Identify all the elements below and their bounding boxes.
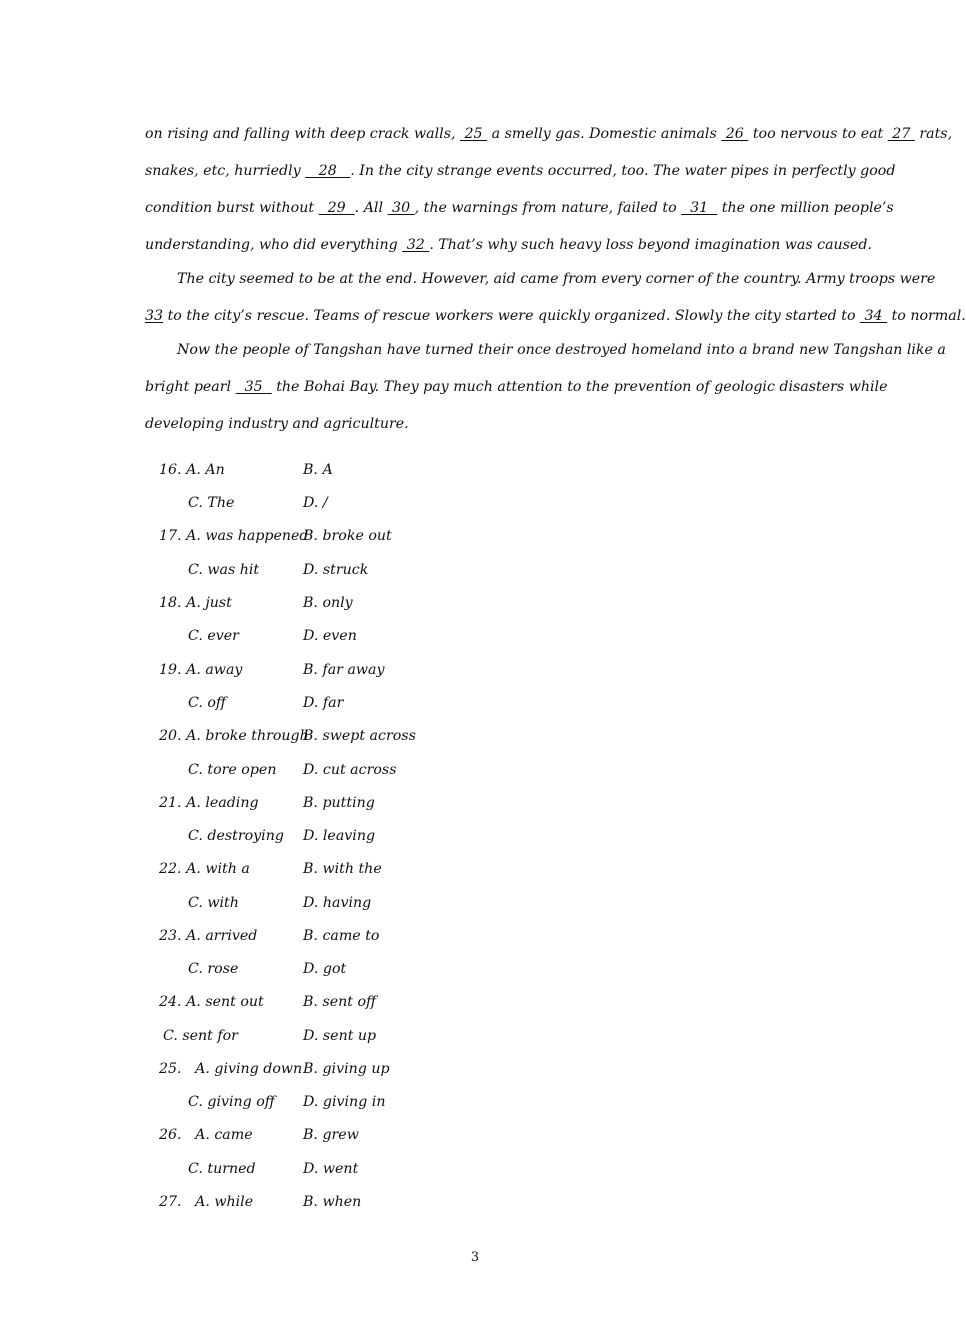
passage-text: condition burst without [145, 200, 319, 216]
passage-text: understanding, who did everything [145, 237, 403, 253]
passage-text: on rising and falling with deep crack walls, [145, 126, 461, 142]
option-a: 21. A. leading [159, 795, 259, 811]
option-a: 18. A. just [159, 595, 232, 611]
passage-text: to the city’s rescue. Teams of rescue workers were quickly organized. Slowly the city started to [163, 308, 860, 324]
option-c: C. with [188, 895, 239, 911]
blank-26: 26 [721, 126, 749, 142]
option-b: B. giving up [303, 1061, 390, 1077]
option-a: 26. A. came [159, 1127, 253, 1143]
option-d: D. got [303, 961, 347, 977]
passage-text: Now the people of Tangshan have turned their once destroyed homeland into a brand new Tangshan like a [177, 342, 946, 358]
option-a: 27. A. while [159, 1194, 254, 1210]
option-a: 25. A. giving down [159, 1061, 303, 1077]
passage-line [177, 342, 946, 358]
blank-32: 32 [402, 237, 430, 253]
passage-text: rats, [914, 126, 953, 142]
passage-text: , the warnings from nature, failed to [414, 200, 682, 216]
option-b: B. swept across [303, 728, 416, 744]
passage-text: bright pearl [145, 379, 236, 395]
option-c: C. destroying [188, 828, 284, 844]
passage-line [145, 200, 894, 216]
blank-35: 35 [235, 379, 272, 395]
option-a: 16. A. An [159, 462, 225, 478]
option-d: D. sent up [303, 1028, 377, 1044]
passage-text: a smelly gas. Domestic animals [487, 126, 722, 142]
option-c: C. giving off [188, 1094, 275, 1110]
option-c: C. ever [188, 628, 239, 644]
option-d: D. even [303, 628, 357, 644]
option-d: D. having [303, 895, 372, 911]
passage-line [145, 126, 953, 142]
option-c: C. off [188, 695, 226, 711]
passage-text: too nervous to eat [748, 126, 888, 142]
option-a: 19. A. away [159, 662, 243, 678]
passage-text: the one million people’s [717, 200, 894, 216]
option-b: B. A [303, 462, 333, 478]
blank-30: 30 [387, 200, 415, 216]
option-d: D. went [303, 1161, 359, 1177]
option-b: B. came to [303, 928, 380, 944]
blank-31: 31 [681, 200, 718, 216]
option-d: D. far [303, 695, 344, 711]
passage-line [145, 416, 807, 432]
passage-text: developing industry and agriculture. [145, 416, 409, 432]
passage-line [145, 379, 888, 395]
passage-line [145, 308, 966, 324]
option-d: D. giving in [303, 1094, 386, 1110]
passage-text: to normal. [887, 308, 966, 324]
blank-34: 34 [860, 308, 888, 324]
option-c: C. was hit [188, 562, 260, 578]
passage-line [145, 237, 872, 253]
page-number: 3 [470, 1250, 480, 1265]
option-b: B. sent off [303, 994, 377, 1010]
option-a: 23. A. arrived [159, 928, 258, 944]
option-a: 20. A. broke through [159, 728, 309, 744]
option-b: B. grew [303, 1127, 359, 1143]
option-b: B. broke out [303, 528, 392, 544]
passage-line [177, 271, 936, 287]
option-c: C. tore open [188, 762, 277, 778]
option-c: C. rose [188, 961, 239, 977]
blank-25: 25 [460, 126, 488, 142]
blank-33: 33 [145, 308, 164, 324]
passage-text: . That’s why such heavy loss beyond imagination was caused. [429, 237, 872, 253]
option-c: C. The [188, 495, 235, 511]
passage-line [145, 163, 896, 179]
option-c: C. sent for [163, 1028, 238, 1044]
option-b: B. with the [303, 861, 382, 877]
option-b: B. when [303, 1194, 362, 1210]
option-d: D. cut across [303, 762, 397, 778]
option-b: B. putting [303, 795, 375, 811]
option-a: 22. A. with a [159, 861, 250, 877]
passage-text: . In the city strange events occurred, too. The water pipes in perfectly good [350, 163, 896, 179]
option-b: B. only [303, 595, 353, 611]
blank-28: 28 [305, 163, 351, 179]
option-c: C. turned [188, 1161, 256, 1177]
blank-27: 27 [887, 126, 915, 142]
passage-text: the Bohai Bay. They pay much attention to the prevention of geologic disasters while [271, 379, 888, 395]
option-d: D. / [303, 495, 328, 511]
passage-text: snakes, etc, hurriedly [145, 163, 306, 179]
option-d: D. struck [303, 562, 369, 578]
option-a: 24. A. sent out [159, 994, 264, 1010]
option-d: D. leaving [303, 828, 376, 844]
blank-29: 29 [318, 200, 355, 216]
passage-text: The city seemed to be at the end. However, aid came from every corner of the country. Army troops were [177, 271, 936, 287]
option-a: 17. A. was happened [159, 528, 309, 544]
passage-text: . All [354, 200, 388, 216]
option-b: B. far away [303, 662, 385, 678]
